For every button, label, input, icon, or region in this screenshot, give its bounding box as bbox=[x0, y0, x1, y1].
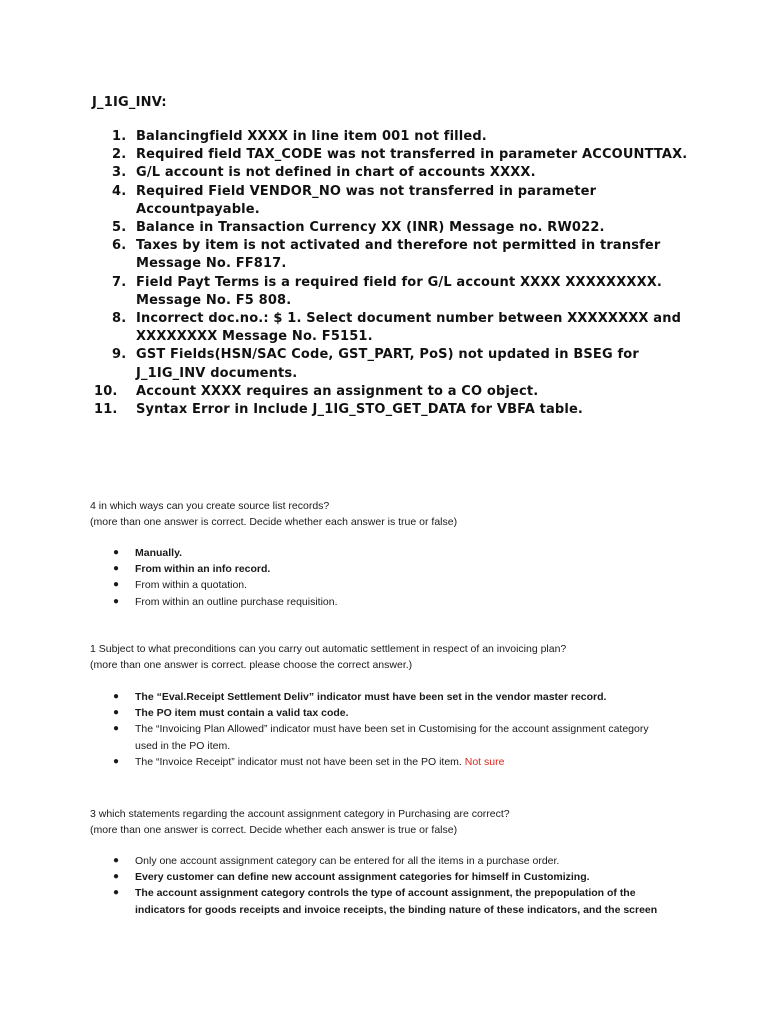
item-text: Balancingfield XXXX in line item 001 not filled. bbox=[136, 129, 487, 144]
list-item bbox=[92, 274, 692, 310]
answer-list-1 bbox=[113, 689, 693, 770]
answer-item bbox=[113, 594, 693, 610]
answer-text: The “Invoice Receipt” indicator must not have been set in the PO item. bbox=[135, 755, 462, 768]
item-text: GST Fields(HSN/SAC Code, GST_PART, PoS) not updated in BSEG for bbox=[136, 347, 639, 363]
item-number: 2. bbox=[112, 147, 127, 163]
list-item bbox=[92, 183, 692, 219]
list-item bbox=[92, 128, 692, 146]
answer-text: From within an info record. bbox=[135, 563, 271, 576]
answer-item bbox=[113, 853, 693, 869]
item-text: Field Payt Terms is a required field for G/L account XXXX XXXXXXXXX. bbox=[136, 274, 663, 290]
bullet-icon: ● bbox=[113, 547, 120, 558]
item-number: 1. bbox=[112, 129, 127, 144]
item-number: 3. bbox=[112, 165, 127, 181]
list-item bbox=[92, 401, 692, 419]
item-number: 4. bbox=[112, 183, 127, 199]
question-instruction: (more than one answer is correct. please choose the correct answer.) bbox=[90, 659, 413, 671]
item-text-continued: Accountpayable. bbox=[136, 201, 260, 217]
question-block-3 bbox=[90, 806, 710, 838]
item-number: 11. bbox=[94, 402, 118, 418]
answer-item bbox=[113, 721, 693, 753]
list-item bbox=[92, 164, 692, 182]
list-item bbox=[92, 346, 692, 382]
answer-text: The “Eval.Receipt Settlement Deliv” indicator must have been set in the vendor master record. bbox=[135, 691, 607, 703]
answer-text: The PO item must contain a valid tax code. bbox=[135, 707, 349, 720]
bullet-icon: ● bbox=[113, 855, 120, 866]
item-text: Required field TAX_CODE was not transferred in parameter ACCOUNTTAX. bbox=[136, 147, 688, 163]
item-text-continued: Message No. FF817. bbox=[136, 256, 287, 272]
answer-item bbox=[113, 561, 693, 577]
bullet-icon: ● bbox=[113, 755, 120, 767]
item-text: Required Field VENDOR_NO was not transferred in parameter bbox=[136, 183, 597, 199]
item-number: 5. bbox=[112, 220, 127, 236]
list-item bbox=[92, 146, 692, 164]
item-text-continued: XXXXXXXX Message No. F5151. bbox=[136, 329, 373, 345]
answer-item bbox=[113, 545, 693, 561]
answer-item bbox=[113, 577, 693, 593]
answer-text: Only one account assignment category can be entered for all the items in a purchase order. bbox=[135, 855, 560, 867]
bullet-icon: ● bbox=[113, 691, 120, 702]
bullet-icon: ● bbox=[113, 887, 120, 899]
item-number: 8. bbox=[112, 311, 127, 327]
answer-text: Every customer can define new account assignment categories for himself in Customizing. bbox=[135, 871, 590, 884]
answer-list-4 bbox=[113, 545, 693, 610]
item-text: Taxes by item is not activated and therefore not permitted in transfer bbox=[136, 238, 661, 254]
bullet-icon: ● bbox=[113, 579, 120, 591]
section-heading: J_1IG_INV: bbox=[92, 95, 167, 110]
answer-text: Manually. bbox=[135, 547, 183, 559]
bullet-icon: ● bbox=[113, 871, 120, 883]
answer-text: From within a quotation. bbox=[135, 579, 248, 592]
question-instruction: (more than one answer is correct. Decide whether each answer is true or false) bbox=[90, 516, 458, 528]
item-text: Balance in Transaction Currency XX (INR) Message no. RW022. bbox=[136, 220, 605, 236]
question-block-4 bbox=[90, 498, 710, 530]
not-sure-note: Not sure bbox=[464, 755, 505, 768]
bullet-icon: ● bbox=[113, 563, 120, 575]
item-text-continued: J_1IG_INV documents. bbox=[136, 365, 298, 381]
answer-text: From within an outline purchase requisition. bbox=[135, 595, 338, 608]
item-text: Syntax Error in Include J_1IG_STO_GET_DATA for VBFA table. bbox=[136, 402, 584, 418]
question-block-1 bbox=[90, 641, 710, 673]
item-number: 7. bbox=[112, 274, 127, 290]
answer-text: The account assignment category controls the type of account assignment, the prepopulation of the indicators for goods receipts and invoice receipts, the binding nature of these indicators, and the screen bbox=[135, 887, 658, 916]
item-number: 9. bbox=[112, 347, 127, 363]
error-message-list bbox=[92, 128, 692, 419]
bullet-icon: ● bbox=[113, 723, 120, 735]
answer-item bbox=[113, 885, 693, 917]
item-text: Incorrect doc.no.: $ 1. Select document number between XXXXXXXX and bbox=[136, 311, 682, 327]
answer-list-3 bbox=[113, 853, 693, 918]
item-number: 6. bbox=[112, 238, 127, 254]
list-item bbox=[92, 219, 692, 237]
answer-item bbox=[113, 689, 693, 705]
answer-item bbox=[113, 705, 693, 721]
item-text: Account XXXX requires an assignment to a CO object. bbox=[136, 383, 539, 399]
item-text: G/L account is not defined in chart of accounts XXXX. bbox=[136, 165, 536, 181]
question-text: 4 in which ways can you create source list records? bbox=[90, 500, 330, 512]
item-number: 10. bbox=[94, 383, 118, 399]
answer-item bbox=[113, 754, 693, 770]
answer-item bbox=[113, 869, 693, 885]
list-item bbox=[92, 237, 692, 273]
item-text-continued: Message No. F5 808. bbox=[136, 292, 292, 308]
question-text: 1 Subject to what preconditions can you carry out automatic settlement in respect of an invoicing plan? bbox=[90, 643, 567, 655]
answer-text: The “Invoicing Plan Allowed” indicator must have been set in Customising for the account assignment category used in the PO item. bbox=[135, 723, 649, 752]
bullet-icon: ● bbox=[113, 595, 120, 607]
question-text: 3 which statements regarding the account assignment category in Purchasing are correct? bbox=[90, 808, 510, 820]
question-instruction: (more than one answer is correct. Decide whether each answer is true or false) bbox=[90, 824, 458, 836]
bullet-icon: ● bbox=[113, 707, 120, 719]
list-item bbox=[92, 383, 692, 401]
list-item bbox=[92, 310, 692, 346]
